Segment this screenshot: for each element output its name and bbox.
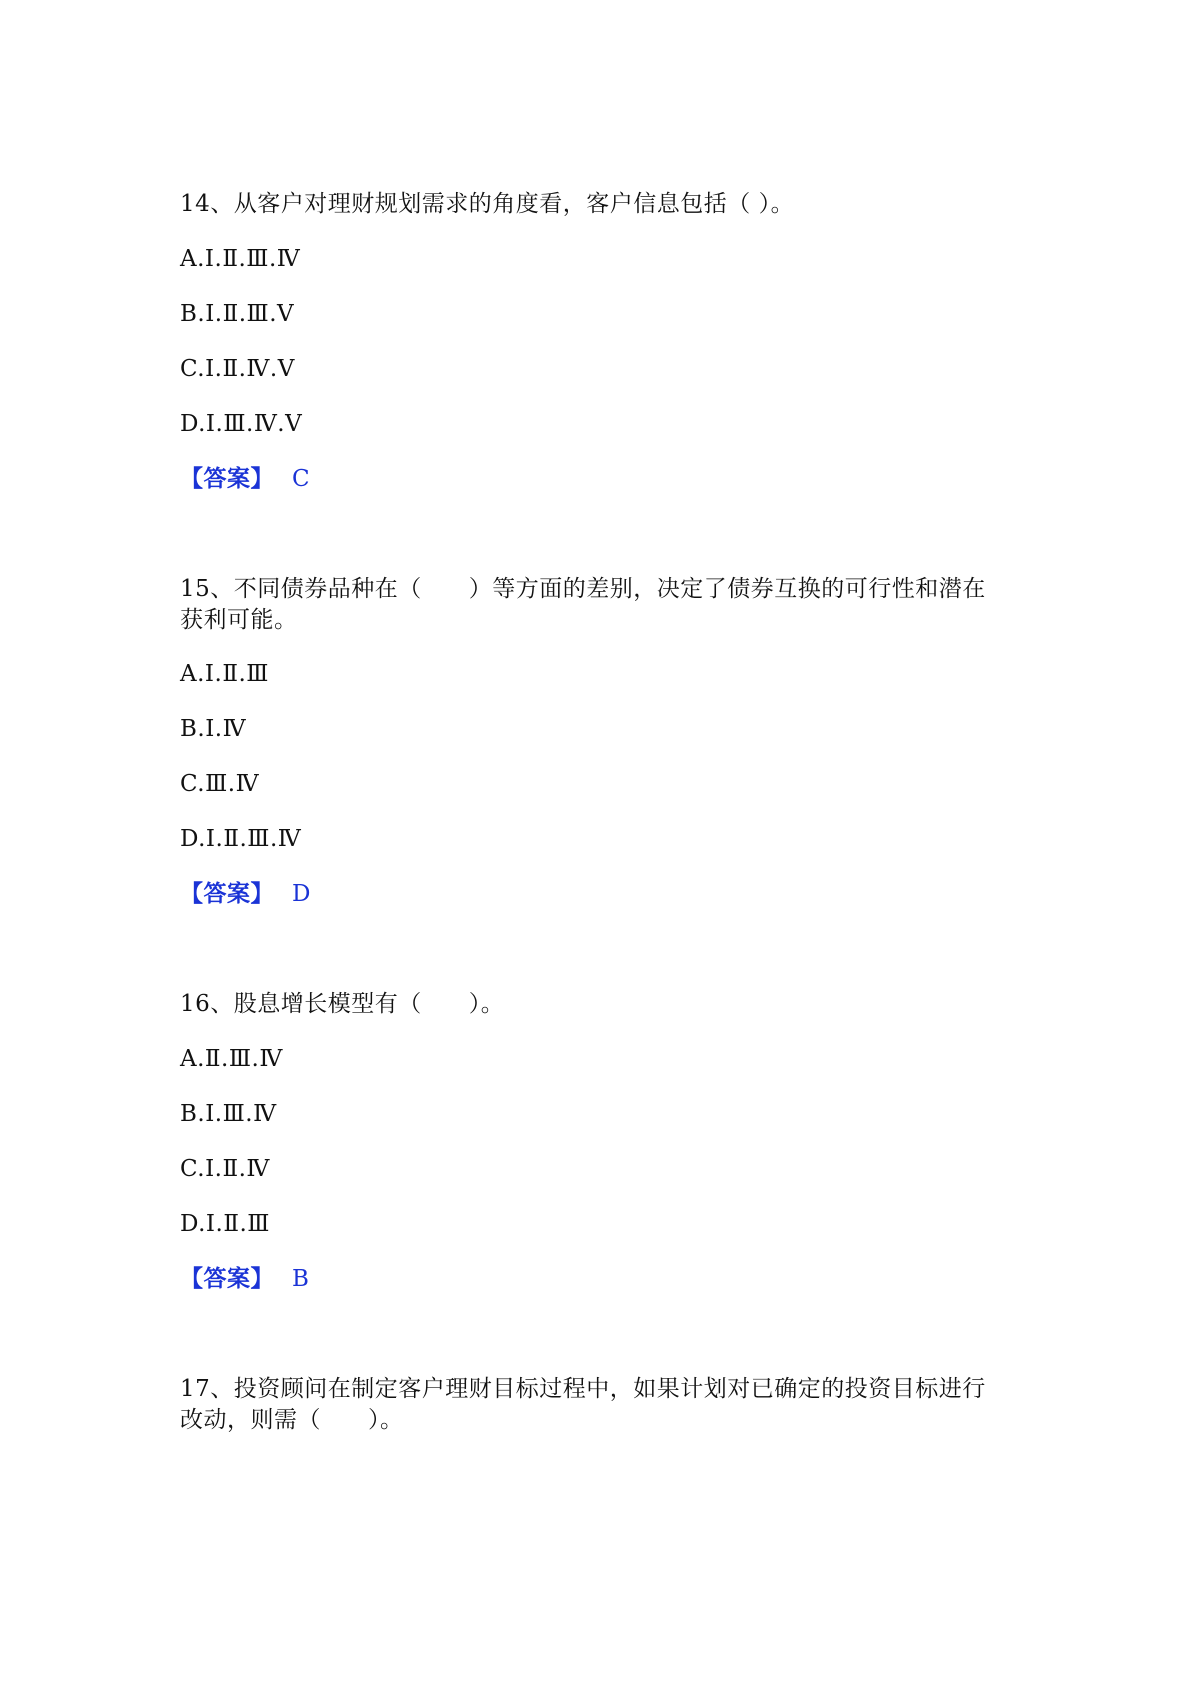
question-15-stem-line-1: 15、不同债券品种在（ ）等方面的差别，决定了债券互换的可行性和潜在 bbox=[180, 576, 986, 602]
question-15-option-a: A.Ⅰ.Ⅱ.Ⅲ bbox=[180, 661, 269, 687]
question-14-stem: 14、从客户对理财规划需求的角度看，客户信息包括（ ）。 bbox=[180, 191, 795, 217]
answer-label: 【答案】 bbox=[180, 1265, 274, 1292]
question-15-option-d: D.Ⅰ.Ⅱ.Ⅲ.Ⅳ bbox=[180, 826, 302, 852]
question-14-answer bbox=[180, 463, 310, 495]
question-15-option-c: C.Ⅲ.Ⅳ bbox=[180, 771, 260, 797]
question-15-answer bbox=[180, 878, 311, 910]
answer-label: 【答案】 bbox=[180, 465, 274, 492]
question-17-stem-line-1: 17、投资顾问在制定客户理财目标过程中，如果计划对已确定的投资目标进行 bbox=[180, 1376, 986, 1402]
answer-value: B bbox=[292, 1266, 310, 1292]
question-16-answer bbox=[180, 1263, 309, 1295]
question-14-option-b: B.Ⅰ.Ⅱ.Ⅲ.Ⅴ bbox=[180, 301, 295, 327]
question-14-option-a: A.Ⅰ.Ⅱ.Ⅲ.Ⅳ bbox=[180, 246, 301, 272]
question-15-stem-line-2: 获利可能。 bbox=[180, 607, 298, 633]
answer-label: 【答案】 bbox=[180, 880, 274, 907]
question-16-stem: 16、股息增长模型有（ ）。 bbox=[180, 991, 505, 1017]
answer-value: C bbox=[292, 466, 311, 492]
question-16-option-b: B.Ⅰ.Ⅲ.Ⅳ bbox=[180, 1101, 277, 1127]
question-14-option-d: D.Ⅰ.Ⅲ.Ⅳ.Ⅴ bbox=[180, 411, 303, 437]
answer-value: D bbox=[292, 881, 311, 907]
question-16-option-a: A.Ⅱ.Ⅲ.Ⅳ bbox=[180, 1046, 283, 1072]
question-15-option-b: B.Ⅰ.Ⅳ bbox=[180, 716, 247, 742]
question-14-option-c: C.Ⅰ.Ⅱ.Ⅳ.Ⅴ bbox=[180, 356, 295, 382]
question-16-option-c: C.Ⅰ.Ⅱ.Ⅳ bbox=[180, 1156, 270, 1182]
question-17-stem-line-2: 改动，则需（ ）。 bbox=[180, 1407, 404, 1433]
question-16-option-d: D.Ⅰ.Ⅱ.Ⅲ bbox=[180, 1211, 270, 1237]
